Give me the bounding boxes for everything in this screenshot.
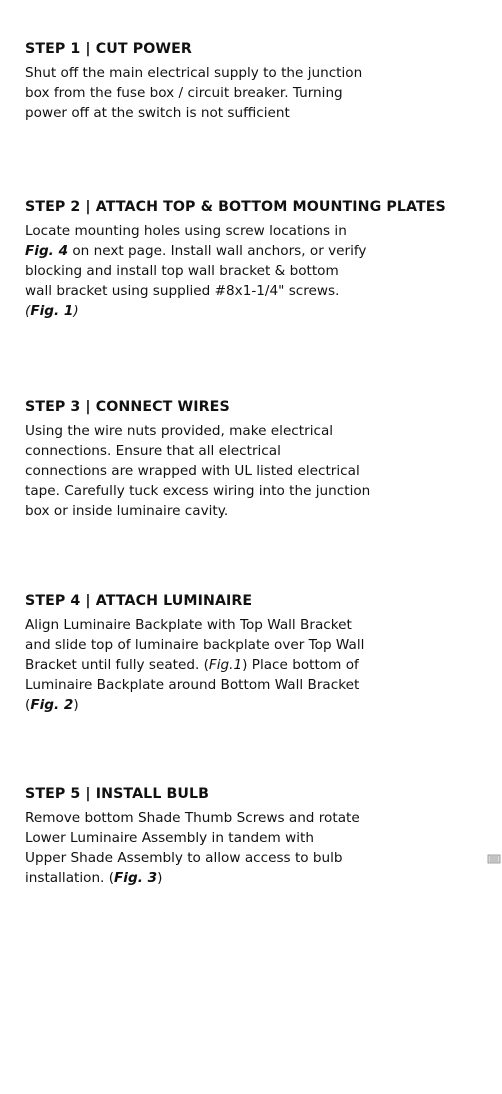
- step-2-section: [25, 198, 465, 321]
- step-3-line-4: tape. Carefully tuck excess wiring into the junction: [25, 483, 371, 499]
- step-4-line-2: and slide top of luminaire backplate over Top Wall: [25, 637, 365, 653]
- step-2-line-4: wall bracket using supplied #8x1-1/4" screws.: [25, 283, 340, 299]
- step-3-line-2: connections. Ensure that all electrical: [25, 443, 281, 459]
- figure-reference: Fig.1: [208, 657, 243, 673]
- step-2-line-3: blocking and install top wall bracket & bottom: [25, 263, 339, 279]
- cropped-figure-fragment-icon: [487, 853, 501, 865]
- step-5-line-1: Remove bottom Shade Thumb Screws and rotate: [25, 810, 360, 826]
- step-3-line-5: box or inside luminaire cavity.: [25, 503, 229, 519]
- figure-reference: Fig. 1: [30, 303, 74, 319]
- step-4-line-4: Luminaire Backplate around Bottom Wall Bracket: [25, 677, 360, 693]
- step-1-line-3: power off at the switch is not sufficient: [25, 105, 290, 121]
- step-4-line-5: (Fig. 2): [25, 697, 79, 713]
- step-4-section: [25, 592, 465, 715]
- step-2-line-2: Fig. 4 on next page. Install wall anchors, or verify: [25, 243, 367, 259]
- step-3-section: [25, 398, 465, 521]
- step-3-line-1: Using the wire nuts provided, make electrical: [25, 423, 334, 439]
- step-1-line-1: Shut off the main electrical supply to the junction: [25, 65, 363, 81]
- step-5-line-4: installation. (Fig. 3): [25, 870, 163, 886]
- step-4-line-3: Bracket until fully seated. (Fig.1) Place bottom of: [25, 657, 359, 673]
- step-1-section: [25, 40, 465, 123]
- step-5-line-3: Upper Shade Assembly to allow access to bulb: [25, 850, 343, 866]
- step-3-title: STEP 3 | CONNECT WIRES: [25, 399, 230, 415]
- figure-reference: Fig. 2: [30, 697, 74, 713]
- step-3-line-3: connections are wrapped with UL listed electrical: [25, 463, 360, 479]
- step-2-line-5: (Fig. 1): [25, 303, 79, 319]
- figure-reference: Fig. 3: [114, 870, 158, 886]
- step-5-section: [25, 785, 465, 888]
- step-1-title: STEP 1 | CUT POWER: [25, 41, 192, 57]
- step-5-title: STEP 5 | INSTALL BULB: [25, 786, 210, 802]
- figure-reference: Fig. 4: [25, 243, 69, 259]
- step-2-line-1: Locate mounting holes using screw locations in: [25, 223, 347, 239]
- step-2-title: STEP 2 | ATTACH TOP & BOTTOM MOUNTING PLATES: [25, 199, 446, 215]
- step-4-line-1: Align Luminaire Backplate with Top Wall Bracket: [25, 617, 352, 633]
- step-5-line-2: Lower Luminaire Assembly in tandem with: [25, 830, 314, 846]
- step-4-title: STEP 4 | ATTACH LUMINAIRE: [25, 593, 253, 609]
- step-1-line-2: box from the fuse box / circuit breaker. Turning: [25, 85, 343, 101]
